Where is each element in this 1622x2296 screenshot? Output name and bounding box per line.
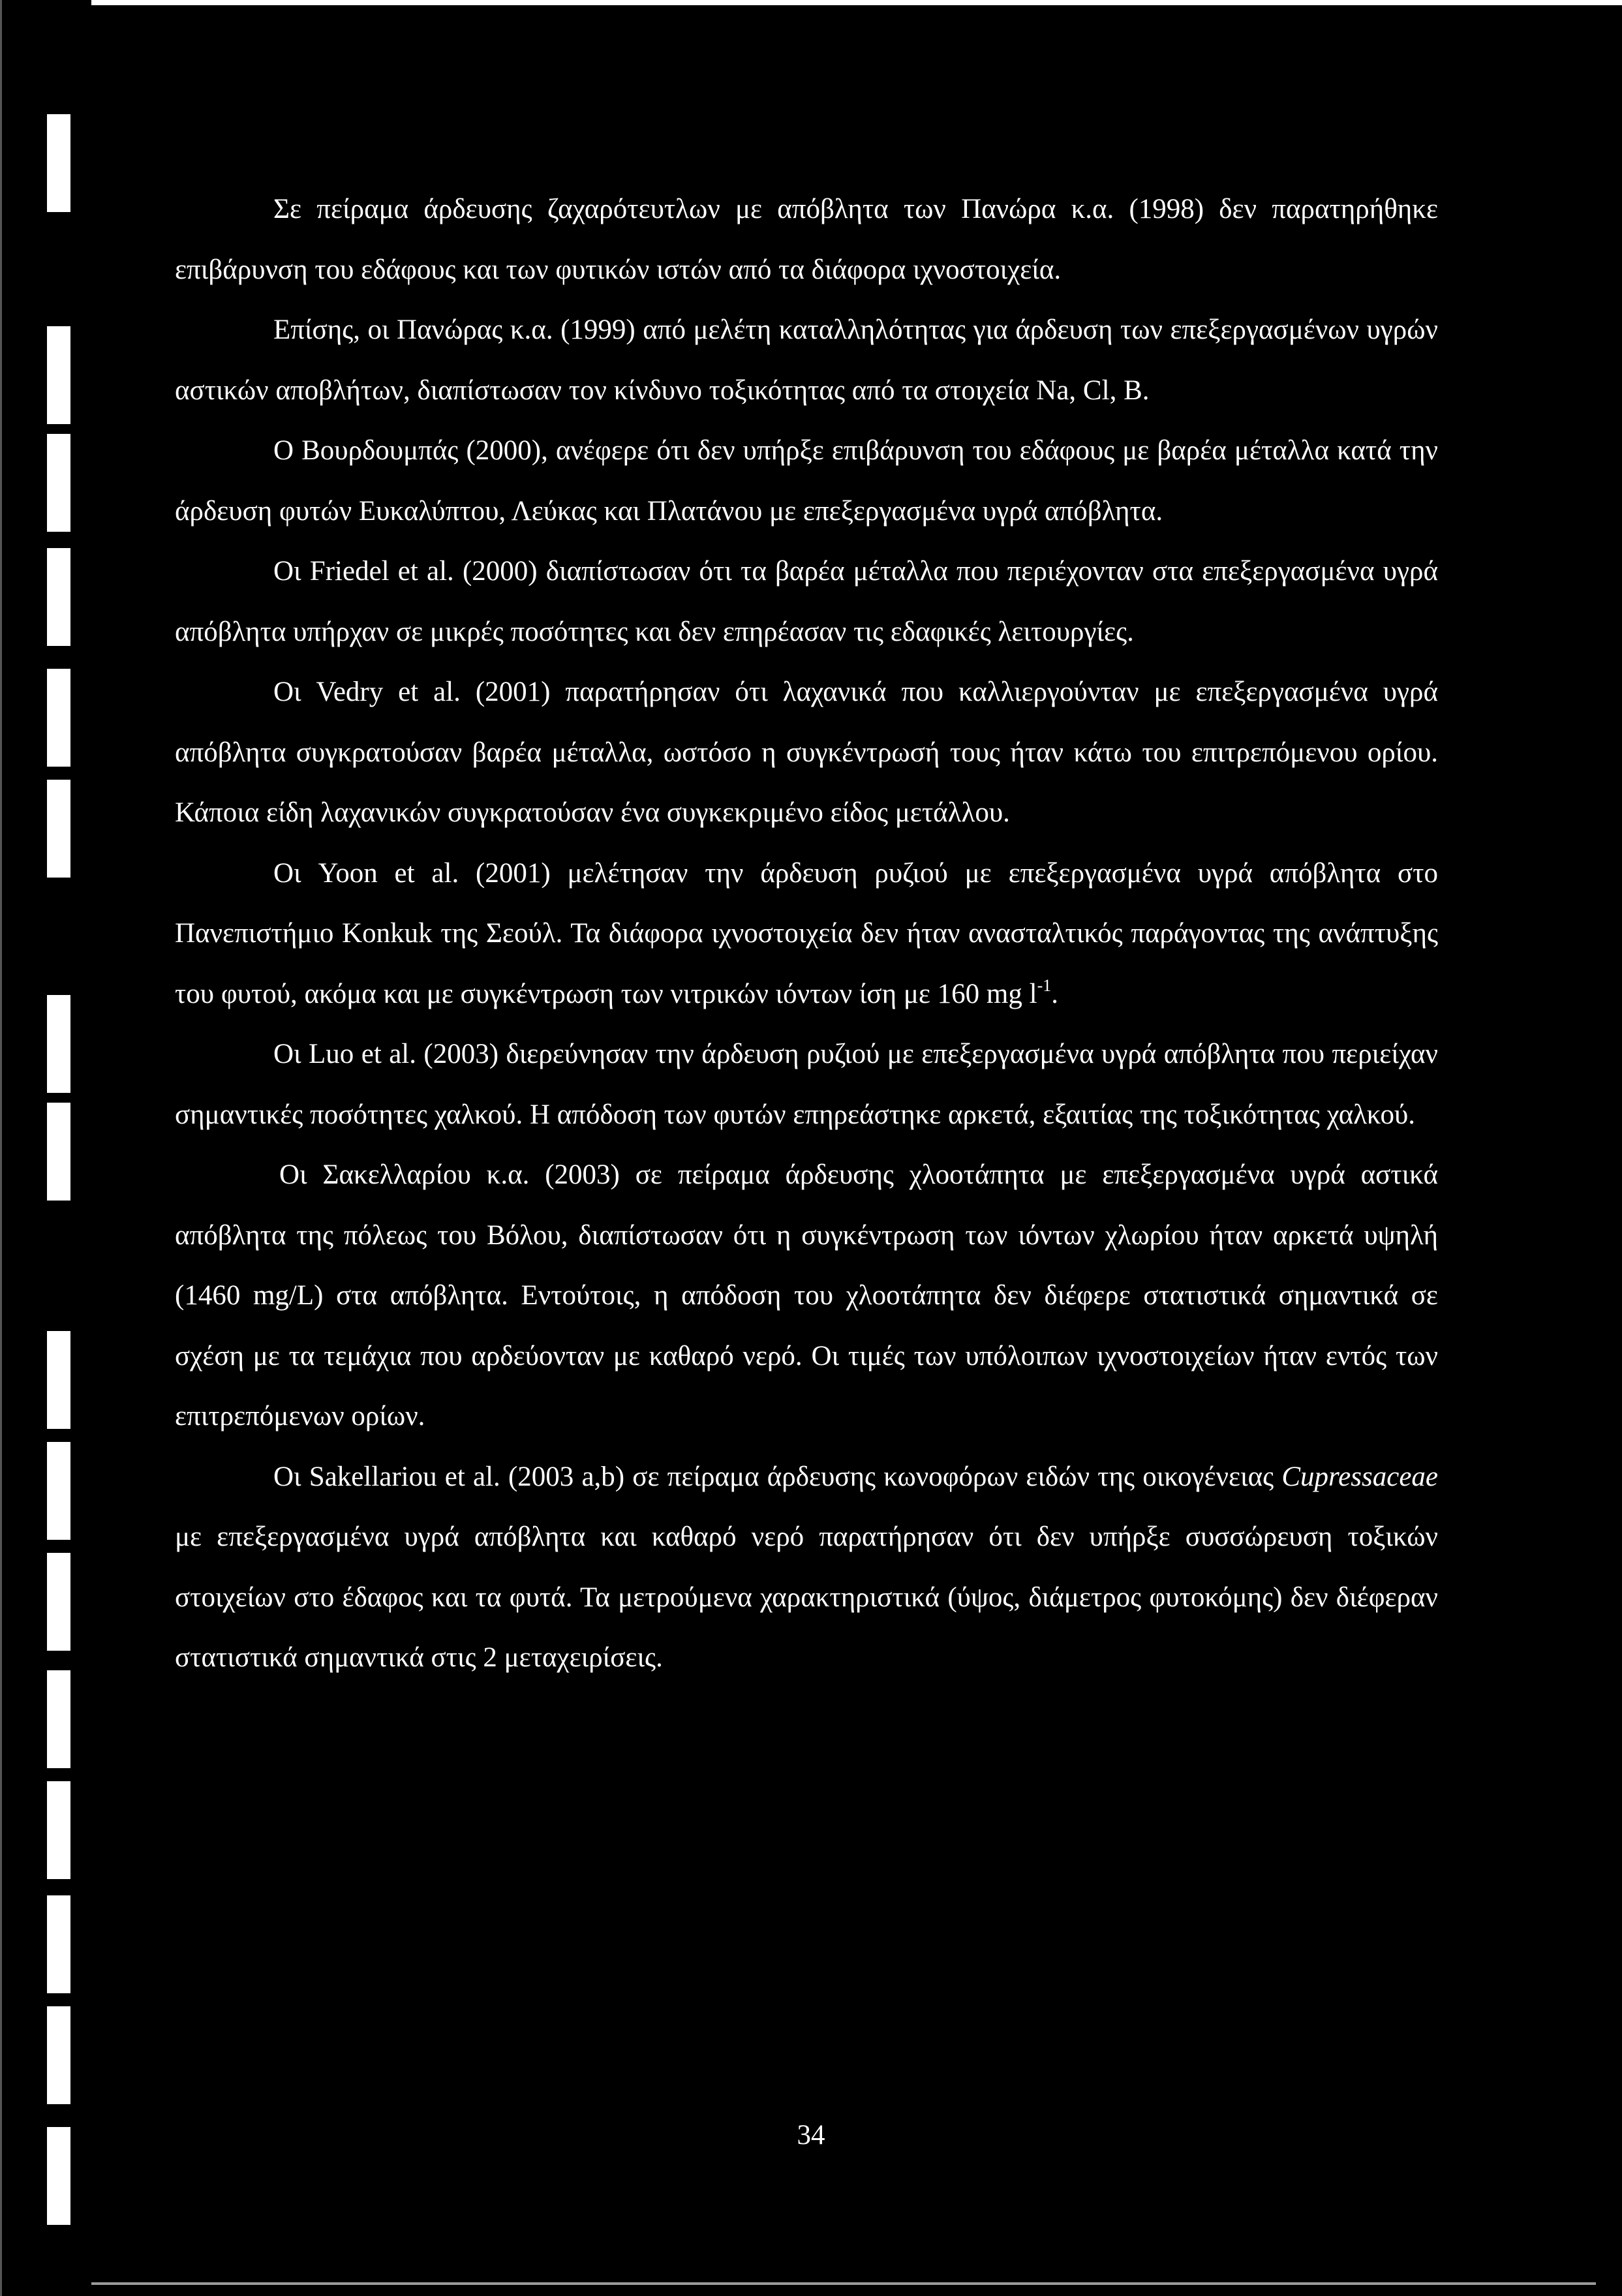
binding-hole-mark xyxy=(47,1670,70,1768)
document-body xyxy=(175,179,1438,1689)
paragraph-sakellariou-2003 xyxy=(175,1447,1438,1689)
binding-hole-mark xyxy=(47,995,70,1093)
paragraph-luo-2003: Οι Luo et al. (2003) διερεύνησαν την άρδευση ρυζιού με επεξεργασμένα υγρά απόβλητα που περιείχαν σημαντικές ποσότητες χαλκού. Η απόδοση των φυτών επηρεάστηκε αρκετά, εξαιτίας της τοξικότητας χαλκού. xyxy=(175,1039,1438,1130)
paragraph-zacharoteutla: Σε πείραμα άρδευσης ζαχαρότευτλων με απόβλητα των Πανώρα κ.α. (1998) δεν παρατηρήθηκε επιβάρυνση του εδάφους και των φυτικών ιστών από τα διάφορα ιχνοστοιχεία. xyxy=(175,194,1438,285)
binding-hole-mark xyxy=(47,114,70,212)
paragraph-sakellariou-text-after: με επεξεργασμένα υγρά απόβλητα και καθαρό νερό παρατήρησαν ότι δεν υπήρξε συσσώρευση τοξικών στοιχείων στο έδαφος και τα φυτά. Τα μετρούμενα χαρακτηριστικά (ύψος, διάμετρος φυτοκόμης) δεν διέφεραν στατιστικά σημαντικά στις 2 μεταχειρίσεις. xyxy=(175,1522,1438,1673)
binding-hole-mark xyxy=(47,1103,70,1201)
paragraph-yoon-text: Οι Yoon et al. (2001) μελέτησαν την άρδευση ρυζιού με επεξεργασμένα υγρά απόβλητα στο Πανεπιστήμιο Konkuk της Σεούλ. Τα διάφορα ιχνοστοιχεία δεν ήταν ανασταλτικός παράγοντας της ανάπτυξης του φυτού, ακόμα και με συγκέντρωση των νιτρικών ιόντων ίση με 160 mg l xyxy=(175,857,1438,1009)
paragraph-sakellariou-text-before: Οι Sakellariou et al. (2003 a,b) σε πείραμα άρδευσης κωνοφόρων ειδών της οικογένειας xyxy=(273,1461,1282,1492)
binding-hole-mark xyxy=(47,780,70,878)
binding-hole-mark xyxy=(47,548,70,646)
paragraph-vourdoumpas-2000: Ο Βουρδουμπάς (2000), ανέφερε ότι δεν υπήρξε επιβάρυνση του εδάφους με βαρέα μέταλλα κατά την άρδευση φυτών Ευκαλύπτου, Λεύκας και Πλατάνου με επεξεργασμένα υγρά απόβλητα. xyxy=(175,435,1438,527)
top-edge-rule xyxy=(91,0,1622,5)
unit-exponent: -1 xyxy=(1037,975,1052,995)
paragraph-yoon-period: . xyxy=(1051,978,1058,1009)
paragraph-friedel-2000: Οι Friedel et al. (2000) διαπίστωσαν ότι τα βαρέα μέταλλα που περιέχονταν στα επεξεργασμένα υγρά απόβλητα υπήρχαν σε μικρές ποσότητες και δεν επηρέασαν τις εδαφικές λειτουργίες. xyxy=(175,556,1438,647)
paragraph-yoon-2001 xyxy=(175,844,1438,1025)
paragraph-vedry-2001: Οι Vedry et al. (2001) παρατήρησαν ότι λαχανικά που καλλιεργούνταν με επεξεργασμένα υγρά απόβλητα συγκρατούσαν βαρέα μέταλλα, ωστόσο η συγκέντρωσή τους ήταν κάτω του επιτρεπόμενου ορίου. Κάποια είδη λαχανικών συγκρατούσαν ένα συγκεκριμένο είδος μετάλλου. xyxy=(175,677,1438,828)
binding-hole-mark xyxy=(47,326,70,424)
binding-strip xyxy=(0,0,91,2296)
paragraph-panoras-1999: Επίσης, οι Πανώρας κ.α. (1999) από μελέτη καταλληλότητας για άρδευση των επεξεργασμένων υγρών αστικών αποβλήτων, διαπίστωσαν τον κίνδυνο τοξικότητας από τα στοιχεία Na, Cl, B. xyxy=(175,314,1438,406)
paragraph-sakellariou-2003-greek: Οι Σακελλαρίου κ.α. (2003) σε πείραμα άρδευσης χλοοτάπητα με επεξεργασμένα υγρά αστικά απόβλητα της πόλεως του Βόλου, διαπίστωσαν ότι η συγκέντρωση των ιόντων χλωρίου ήταν αρκετά υψηλή (1460 mg/L) στα απόβλητα. Εντούτοις, η απόδοση του χλοοτάπητα δεν διέφερε στατιστικά σημαντικά σε σχέση με τα τεμάχια που αρδεύονταν με καθαρό νερό. Οι τιμές των υπόλοιπων ιχνοστοιχείων ήταν εντός των επιτρεπόμενων ορίων. xyxy=(175,1159,1438,1431)
binding-hole-mark xyxy=(47,434,70,532)
binding-hole-mark xyxy=(47,1331,70,1429)
binding-hole-mark xyxy=(47,1553,70,1651)
binding-hole-mark xyxy=(47,1781,70,1879)
binding-hole-mark xyxy=(47,1895,70,1993)
page-number: 34 xyxy=(797,2120,825,2151)
binding-hole-mark xyxy=(47,2006,70,2104)
bottom-edge-rule xyxy=(91,2282,1596,2285)
family-name-italic: Cupressaceae xyxy=(1281,1461,1438,1492)
binding-hole-mark xyxy=(47,1442,70,1540)
binding-hole-mark xyxy=(47,669,70,767)
binding-edge-line xyxy=(0,0,2,2296)
